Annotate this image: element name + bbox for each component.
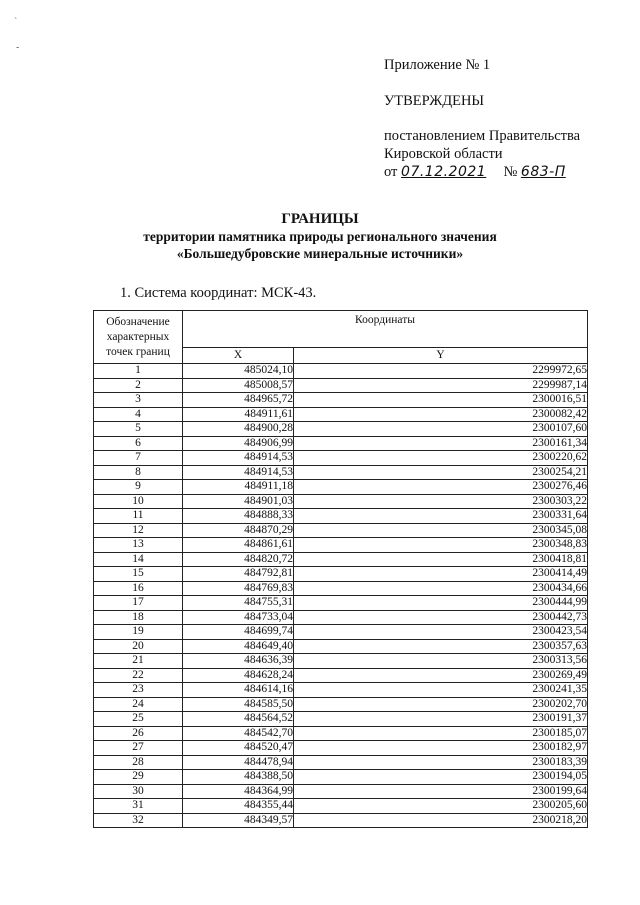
decree-date: 07.12.2021 xyxy=(401,164,487,180)
x-coordinate: 485024,10 xyxy=(183,364,294,379)
point-number: 12 xyxy=(94,523,183,538)
y-coordinate: 2300241,35 xyxy=(294,683,588,698)
table-row xyxy=(94,509,588,524)
x-coordinate: 484388,50 xyxy=(183,770,294,785)
point-number: 10 xyxy=(94,494,183,509)
y-coordinate: 2300444,99 xyxy=(294,596,588,611)
x-coordinate: 484911,61 xyxy=(183,407,294,422)
y-coordinate: 2300183,39 xyxy=(294,755,588,770)
approved-by-line1: постановлением Правительства xyxy=(384,128,581,144)
scan-mark: ` xyxy=(14,17,18,28)
table-row xyxy=(94,813,588,828)
point-number: 1 xyxy=(94,364,183,379)
x-coordinate: 484355,44 xyxy=(183,799,294,814)
table-row xyxy=(94,683,588,698)
point-number: 13 xyxy=(94,538,183,553)
table-row xyxy=(94,726,588,741)
table-body xyxy=(94,364,588,828)
y-coordinate: 2300434,66 xyxy=(294,581,588,596)
table-row xyxy=(94,784,588,799)
x-coordinate: 485008,57 xyxy=(183,378,294,393)
y-coordinate: 2300313,56 xyxy=(294,654,588,669)
table-row xyxy=(94,451,588,466)
x-coordinate: 484585,50 xyxy=(183,697,294,712)
y-coordinate: 2299987,14 xyxy=(294,378,588,393)
table-row xyxy=(94,523,588,538)
x-coordinate: 484914,53 xyxy=(183,451,294,466)
table-row xyxy=(94,712,588,727)
point-number: 15 xyxy=(94,567,183,582)
decree-date-line xyxy=(384,163,566,181)
y-coordinate: 2300442,73 xyxy=(294,610,588,625)
point-number: 31 xyxy=(94,799,183,814)
header-coordinates: Координаты xyxy=(183,311,588,348)
y-coordinate: 2299972,65 xyxy=(294,364,588,379)
point-number: 18 xyxy=(94,610,183,625)
point-number: 6 xyxy=(94,436,183,451)
date-prefix: от xyxy=(384,164,398,180)
table-row xyxy=(94,625,588,640)
appendix-title: Приложение № 1 xyxy=(384,57,491,73)
y-coordinate: 2300161,34 xyxy=(294,436,588,451)
x-coordinate: 484364,99 xyxy=(183,784,294,799)
point-number: 22 xyxy=(94,668,183,683)
y-coordinate: 2300185,07 xyxy=(294,726,588,741)
y-coordinate: 2300423,54 xyxy=(294,625,588,640)
point-number: 26 xyxy=(94,726,183,741)
y-coordinate: 2300269,49 xyxy=(294,668,588,683)
x-coordinate: 484520,47 xyxy=(183,741,294,756)
y-coordinate: 2300194,05 xyxy=(294,770,588,785)
table-row xyxy=(94,407,588,422)
x-coordinate: 484870,29 xyxy=(183,523,294,538)
table-row xyxy=(94,654,588,669)
x-coordinate: 484820,72 xyxy=(183,552,294,567)
point-number: 21 xyxy=(94,654,183,669)
point-number: 5 xyxy=(94,422,183,437)
y-coordinate: 2300348,83 xyxy=(294,538,588,553)
header-y: Y xyxy=(294,348,588,364)
x-coordinate: 484900,28 xyxy=(183,422,294,437)
point-number: 32 xyxy=(94,813,183,828)
header-point: Обозначение характерных точек границ xyxy=(94,311,183,364)
x-coordinate: 484542,70 xyxy=(183,726,294,741)
x-coordinate: 484965,72 xyxy=(183,393,294,408)
point-number: 2 xyxy=(94,378,183,393)
x-coordinate: 484769,83 xyxy=(183,581,294,596)
document-title: ГРАНИЦЫ xyxy=(281,211,359,227)
x-coordinate: 484755,31 xyxy=(183,596,294,611)
table-row xyxy=(94,610,588,625)
x-coordinate: 484861,61 xyxy=(183,538,294,553)
table-row xyxy=(94,567,588,582)
x-coordinate: 484564,52 xyxy=(183,712,294,727)
point-number: 28 xyxy=(94,755,183,770)
y-coordinate: 2300199,64 xyxy=(294,784,588,799)
x-coordinate: 484888,33 xyxy=(183,509,294,524)
y-coordinate: 2300414,49 xyxy=(294,567,588,582)
x-coordinate: 484911,18 xyxy=(183,480,294,495)
approved-label: УТВЕРЖДЕНЫ xyxy=(384,93,485,109)
point-number: 30 xyxy=(94,784,183,799)
table-row xyxy=(94,538,588,553)
coordinates-table xyxy=(93,310,588,828)
y-coordinate: 2300218,20 xyxy=(294,813,588,828)
point-number: 27 xyxy=(94,741,183,756)
table-row xyxy=(94,393,588,408)
table-row xyxy=(94,770,588,785)
y-coordinate: 2300107,60 xyxy=(294,422,588,437)
table-row xyxy=(94,378,588,393)
x-coordinate: 484906,99 xyxy=(183,436,294,451)
table-row xyxy=(94,697,588,712)
x-coordinate: 484901,03 xyxy=(183,494,294,509)
y-coordinate: 2300331,64 xyxy=(294,509,588,524)
table-row xyxy=(94,668,588,683)
point-number: 19 xyxy=(94,625,183,640)
number-prefix: № xyxy=(503,164,518,180)
table-row xyxy=(94,755,588,770)
y-coordinate: 2300191,37 xyxy=(294,712,588,727)
x-coordinate: 484478,94 xyxy=(183,755,294,770)
decree-number: 683-П xyxy=(520,164,566,180)
x-coordinate: 484636,39 xyxy=(183,654,294,669)
approved-by-line2: Кировской области xyxy=(384,146,503,162)
table-row xyxy=(94,799,588,814)
point-number: 25 xyxy=(94,712,183,727)
table-row xyxy=(94,436,588,451)
document-subtitle-2: «Большедубровские минеральные источники» xyxy=(176,246,464,261)
y-coordinate: 2300345,08 xyxy=(294,523,588,538)
x-coordinate: 484614,16 xyxy=(183,683,294,698)
y-coordinate: 2300202,70 xyxy=(294,697,588,712)
table-row xyxy=(94,596,588,611)
x-coordinate: 484914,53 xyxy=(183,465,294,480)
x-coordinate: 484733,04 xyxy=(183,610,294,625)
point-number: 14 xyxy=(94,552,183,567)
table-row xyxy=(94,639,588,654)
scan-mark: - xyxy=(16,42,20,53)
header-x: X xyxy=(183,348,294,364)
point-number: 17 xyxy=(94,596,183,611)
x-coordinate: 484792,81 xyxy=(183,567,294,582)
x-coordinate: 484649,40 xyxy=(183,639,294,654)
table-row xyxy=(94,581,588,596)
x-coordinate: 484349,57 xyxy=(183,813,294,828)
y-coordinate: 2300082,42 xyxy=(294,407,588,422)
table-row xyxy=(94,552,588,567)
coordinate-system-label: 1. Система координат: МСК-43. xyxy=(120,285,317,301)
y-coordinate: 2300276,46 xyxy=(294,480,588,495)
point-number: 9 xyxy=(94,480,183,495)
point-number: 20 xyxy=(94,639,183,654)
point-number: 4 xyxy=(94,407,183,422)
point-number: 8 xyxy=(94,465,183,480)
x-coordinate: 484628,24 xyxy=(183,668,294,683)
y-coordinate: 2300254,21 xyxy=(294,465,588,480)
point-number: 16 xyxy=(94,581,183,596)
y-coordinate: 2300357,63 xyxy=(294,639,588,654)
table-row xyxy=(94,741,588,756)
y-coordinate: 2300418,81 xyxy=(294,552,588,567)
y-coordinate: 2300220,62 xyxy=(294,451,588,466)
table-row xyxy=(94,422,588,437)
y-coordinate: 2300205,60 xyxy=(294,799,588,814)
point-number: 11 xyxy=(94,509,183,524)
point-number: 29 xyxy=(94,770,183,785)
y-coordinate: 2300303,22 xyxy=(294,494,588,509)
table-row xyxy=(94,364,588,379)
table-row xyxy=(94,465,588,480)
point-number: 7 xyxy=(94,451,183,466)
y-coordinate: 2300182,97 xyxy=(294,741,588,756)
table-row xyxy=(94,494,588,509)
point-number: 23 xyxy=(94,683,183,698)
point-number: 3 xyxy=(94,393,183,408)
table-row xyxy=(94,480,588,495)
y-coordinate: 2300016,51 xyxy=(294,393,588,408)
x-coordinate: 484699,74 xyxy=(183,625,294,640)
document-subtitle-1: территории памятника природы регионального значения xyxy=(143,229,497,244)
point-number: 24 xyxy=(94,697,183,712)
